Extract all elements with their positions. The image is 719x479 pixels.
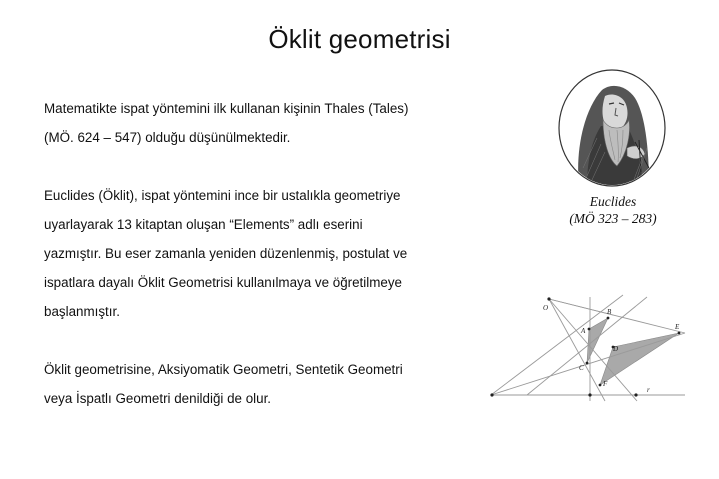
paragraph-euclides xyxy=(44,181,474,326)
portrait-caption xyxy=(535,193,691,227)
text-line: ispatlara dayalı Öklit Geometrisi kullanılmaya ve öğretilmeye xyxy=(44,275,402,290)
point-a xyxy=(588,328,591,331)
text-line: veya İspatlı Geometri denildiği de olur. xyxy=(44,391,272,406)
point-f xyxy=(599,384,602,387)
label-a: A xyxy=(581,327,586,335)
point-base-1 xyxy=(490,393,493,396)
text-line: yazmıştır. Bu eser zamanla yeniden düzenlenmiş, postulat ve xyxy=(44,246,408,261)
point-c xyxy=(586,362,589,365)
label-r: r xyxy=(647,386,650,394)
point-base-3 xyxy=(634,393,637,396)
body-text xyxy=(44,94,474,442)
label-o: O xyxy=(543,304,549,312)
geometry-diagram xyxy=(487,293,687,405)
portrait-name: Euclides xyxy=(589,194,637,209)
label-d: D xyxy=(613,345,619,353)
text-line: Öklit geometrisine, Aksiyomatik Geometri, Sentetik Geometri xyxy=(44,362,403,377)
point-e xyxy=(678,332,681,335)
line-ob xyxy=(549,299,613,315)
text-line: başlanmıştır. xyxy=(44,304,120,319)
line-of xyxy=(549,299,605,401)
text-line: (MÖ. 624 – 547) olduğu düşünülmektedir. xyxy=(44,130,291,145)
label-b: B xyxy=(607,308,612,316)
euclides-portrait xyxy=(557,68,667,188)
point-o xyxy=(547,297,550,300)
label-e: E xyxy=(675,323,680,331)
label-c: C xyxy=(579,364,584,372)
text-line: Matematikte ispat yöntemini ilk kullanan kişinin Thales (Tales) xyxy=(44,101,409,116)
text-line: uyarlayarak 13 kitaptan oluşan “Elements” adlı eserini xyxy=(44,217,363,232)
paragraph-thales xyxy=(44,94,474,152)
point-base-2 xyxy=(588,393,591,396)
triangle-def xyxy=(600,333,679,385)
label-f: F xyxy=(603,380,608,388)
text-line: Euclides (Öklit), ispat yöntemini ince bir ustalıkla geometriye xyxy=(44,188,401,203)
paragraph-names xyxy=(44,355,474,413)
point-b xyxy=(607,317,610,320)
page-title: Öklit geometrisi xyxy=(268,24,451,54)
portrait-dates: (MÖ 323 – 283) xyxy=(569,211,657,226)
